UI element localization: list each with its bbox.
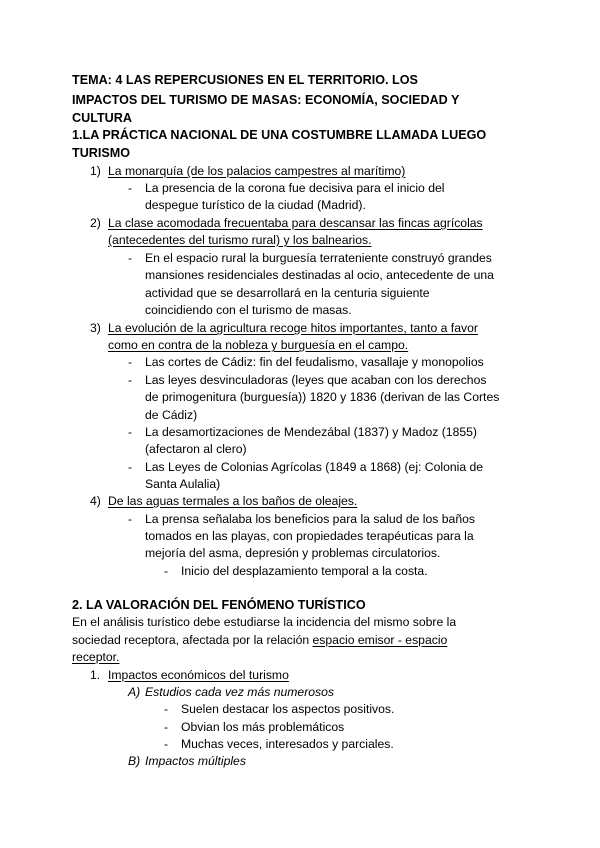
bullet-text: La presencia de la corona fue decisiva para el inicio del [145, 181, 445, 195]
list-item-title: como en contra de la nobleza y burguesía en el campo. [108, 338, 409, 352]
dash-bullet: - [128, 373, 133, 387]
paragraph-text: sociedad receptora, afectada por la relación [72, 633, 313, 647]
dash-bullet: - [164, 564, 169, 578]
sub-label: B) [128, 754, 141, 768]
doc-title-line-3: CULTURA [72, 111, 132, 125]
dash-bullet: - [164, 720, 169, 734]
bullet-text: En el espacio rural la burguesía terrateniente construyó grandes [145, 251, 492, 265]
bullet-text: Santa Aulalia) [145, 477, 221, 491]
bullet-text: La prensa señalaba los beneficios para la salud de los baños [145, 512, 475, 526]
dash-bullet: - [128, 181, 133, 195]
sub-heading: Estudios cada vez más numerosos [145, 685, 334, 699]
bullet-text: Suelen destacar los aspectos positivos. [181, 702, 395, 716]
paragraph-line: En el análisis turístico debe estudiarse la incidencia del mismo sobre la [72, 615, 457, 629]
bullet-text: Obvian los más problemáticos [181, 720, 345, 734]
list-item-title: Impactos económicos del turismo [108, 668, 289, 682]
section-2-heading: 2. LA VALORACIÓN DEL FENÓMENO TURÍSTICO [72, 598, 366, 612]
section-1-heading-line-1: 1.LA PRÁCTICA NACIONAL DE UNA COSTUMBRE LLAMADA LUEGO [72, 128, 487, 142]
dash-bullet: - [164, 737, 169, 751]
sub-bullet-text: Inicio del desplazamiento temporal a la costa. [181, 564, 428, 578]
bullet-text: Las Leyes de Colonias Agrícolas (1849 a 1868) (ej: Colonia de [145, 460, 484, 474]
bullet-text: actividad que se desarrollará en la centuria siguiente [145, 286, 430, 300]
dash-bullet: - [128, 425, 133, 439]
doc-title-line-1: TEMA: 4 LAS REPERCUSIONES EN EL TERRITORIO. LOS [72, 73, 418, 87]
emphasis-text: espacio emisor - espacio [312, 633, 448, 647]
dash-bullet: - [128, 460, 133, 474]
bullet-text: tomados en las playas, con propiedades terapéuticas para la [145, 529, 474, 543]
list-item-title: La evolución de la agricultura recoge hitos importantes, tanto a favor [108, 321, 478, 335]
list-item-title: De las aguas termales a los baños de oleajes. [108, 494, 358, 508]
dash-bullet: - [128, 251, 133, 265]
list-item-title: La clase acomodada frecuentaba para descansar las fincas agrícolas [108, 216, 483, 230]
bullet-text: mansiones residenciales destinadas al ocio, antecedente de una [145, 268, 494, 282]
list-number: 4) [90, 494, 101, 508]
bullet-text: de Cádiz) [145, 408, 198, 422]
list-item-title: La monarquía (de los palacios campestres al marítimo) [108, 164, 406, 178]
bullet-text: coincidiendo con el turismo de masas. [145, 303, 352, 317]
bullet-text: Muchas veces, interesados y parciales. [181, 737, 394, 751]
bullet-text: Las leyes desvinculadoras (leyes que acaban con los derechos [145, 373, 487, 387]
sub-heading: Impactos múltiples [145, 754, 246, 768]
list-number: 1. [90, 668, 101, 682]
dash-bullet: - [128, 355, 133, 369]
bullet-text: despegue turístico de la ciudad (Madrid). [145, 198, 366, 212]
sub-label: A) [128, 685, 141, 699]
list-number: 2) [90, 216, 101, 230]
paragraph-line [72, 632, 447, 650]
bullet-text: (afectaron al clero) [145, 442, 247, 456]
dash-bullet: - [164, 702, 169, 716]
list-number: 1) [90, 164, 101, 178]
list-item-title: (antecedentes del turismo rural) y los balnearios. [108, 233, 372, 247]
emphasis-text: receptor. [72, 650, 120, 664]
doc-title-line-2: IMPACTOS DEL TURISMO DE MASAS: ECONOMÍA, SOCIEDAD Y [72, 93, 460, 107]
list-number: 3) [90, 321, 101, 335]
bullet-text: mejoría del asma, depresión y problemas circulatorios. [145, 546, 441, 560]
dash-bullet: - [128, 512, 133, 526]
section-1-heading-line-2: TURISMO [72, 146, 131, 160]
bullet-text: Las cortes de Cádiz: fin del feudalismo, vasallaje y monopolios [145, 355, 484, 369]
bullet-text: de primogenitura (burguesía)) 1820 y 1836 (derivan de las Cortes [145, 390, 500, 404]
bullet-text: La desamortizaciones de Mendezábal (1837) y Madoz (1855) [145, 425, 477, 439]
